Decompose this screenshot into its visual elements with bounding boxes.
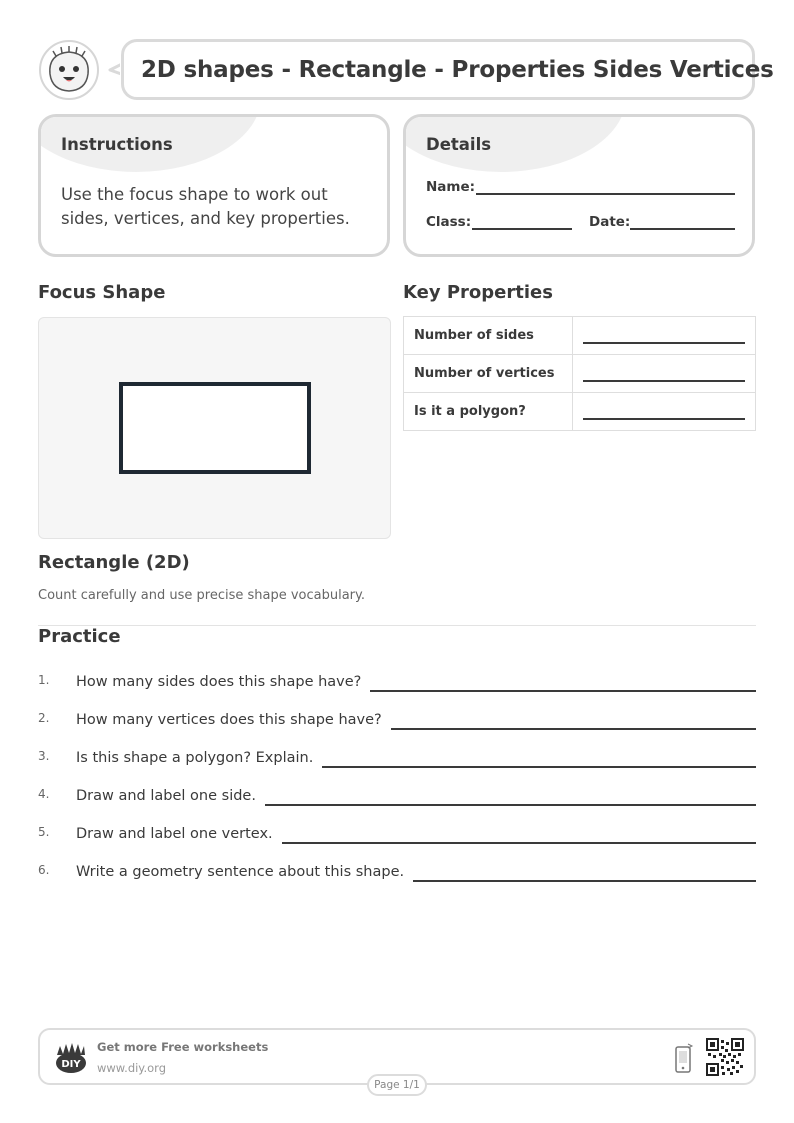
answer-cell[interactable] bbox=[573, 355, 756, 393]
key-properties-heading: Key Properties bbox=[403, 282, 553, 303]
focus-shape-heading: Focus Shape bbox=[38, 282, 166, 303]
yeti-mascot-icon bbox=[38, 40, 100, 100]
divider bbox=[38, 625, 756, 626]
details-panel bbox=[403, 114, 755, 257]
question-text: How many vertices does this shape have? bbox=[76, 712, 382, 728]
question-text: Draw and label one side. bbox=[76, 788, 256, 804]
answer-line[interactable] bbox=[370, 690, 756, 692]
answer-cell[interactable] bbox=[573, 317, 756, 355]
name-label: Name: bbox=[426, 179, 476, 195]
property-label: Number of sides bbox=[404, 317, 573, 355]
page-number: Page 1/1 bbox=[367, 1074, 427, 1096]
practice-question bbox=[38, 706, 756, 730]
title-box bbox=[121, 39, 774, 100]
answer-cell[interactable] bbox=[573, 393, 756, 431]
instructions-text: Use the focus shape to work out sides, vertices, and key properties. bbox=[61, 185, 350, 228]
class-field[interactable] bbox=[472, 228, 572, 230]
class-label: Class: bbox=[426, 214, 472, 230]
logo-text: DIY bbox=[61, 1059, 81, 1070]
answer-line[interactable] bbox=[583, 342, 745, 344]
practice-question bbox=[38, 782, 756, 806]
practice-question bbox=[38, 820, 756, 844]
phone-icon bbox=[674, 1042, 694, 1074]
practice-heading: Practice bbox=[38, 626, 121, 647]
qr-code-icon bbox=[706, 1038, 744, 1076]
date-field[interactable] bbox=[630, 228, 735, 230]
practice-question bbox=[38, 744, 756, 768]
shape-note: Count carefully and use precise shape vocabulary. bbox=[38, 588, 365, 603]
question-text: How many sides does this shape have? bbox=[76, 674, 362, 690]
question-number: 3. bbox=[38, 749, 50, 763]
answer-line[interactable] bbox=[322, 766, 756, 768]
answer-line[interactable] bbox=[583, 380, 745, 382]
table-row bbox=[404, 355, 756, 393]
practice-question bbox=[38, 858, 756, 882]
question-number: 4. bbox=[38, 787, 50, 801]
key-properties-table bbox=[403, 316, 756, 431]
date-label: Date: bbox=[589, 214, 631, 230]
details-heading: Details bbox=[426, 135, 492, 154]
footer-url[interactable]: www.diy.org bbox=[97, 1061, 166, 1075]
shape-name: Rectangle (2D) bbox=[38, 552, 190, 573]
page-title: 2D shapes - Rectangle - Properties Sides Vertices bbox=[141, 56, 774, 83]
question-number: 1. bbox=[38, 673, 50, 687]
question-number: 2. bbox=[38, 711, 50, 725]
property-label: Is it a polygon? bbox=[404, 393, 573, 431]
focus-shape-box bbox=[38, 317, 391, 539]
practice-question bbox=[38, 668, 756, 692]
name-field[interactable] bbox=[476, 193, 735, 195]
question-number: 5. bbox=[38, 825, 50, 839]
question-text: Draw and label one vertex. bbox=[76, 826, 273, 842]
question-text: Is this shape a polygon? Explain. bbox=[76, 750, 314, 766]
table-row bbox=[404, 393, 756, 431]
instructions-heading: Instructions bbox=[61, 135, 173, 154]
answer-line[interactable] bbox=[413, 880, 756, 882]
answer-line[interactable] bbox=[391, 728, 756, 730]
answer-line[interactable] bbox=[282, 842, 756, 844]
answer-line[interactable] bbox=[583, 418, 745, 420]
footer-promo-text: Get more Free worksheets bbox=[97, 1040, 269, 1054]
instructions-panel bbox=[38, 114, 390, 257]
property-label: Number of vertices bbox=[404, 355, 573, 393]
answer-line[interactable] bbox=[265, 804, 756, 806]
question-text: Write a geometry sentence about this shape. bbox=[76, 864, 405, 880]
diy-logo-icon bbox=[53, 1039, 89, 1075]
rectangle-shape bbox=[121, 384, 309, 472]
table-row bbox=[404, 317, 756, 355]
question-number: 6. bbox=[38, 863, 50, 877]
